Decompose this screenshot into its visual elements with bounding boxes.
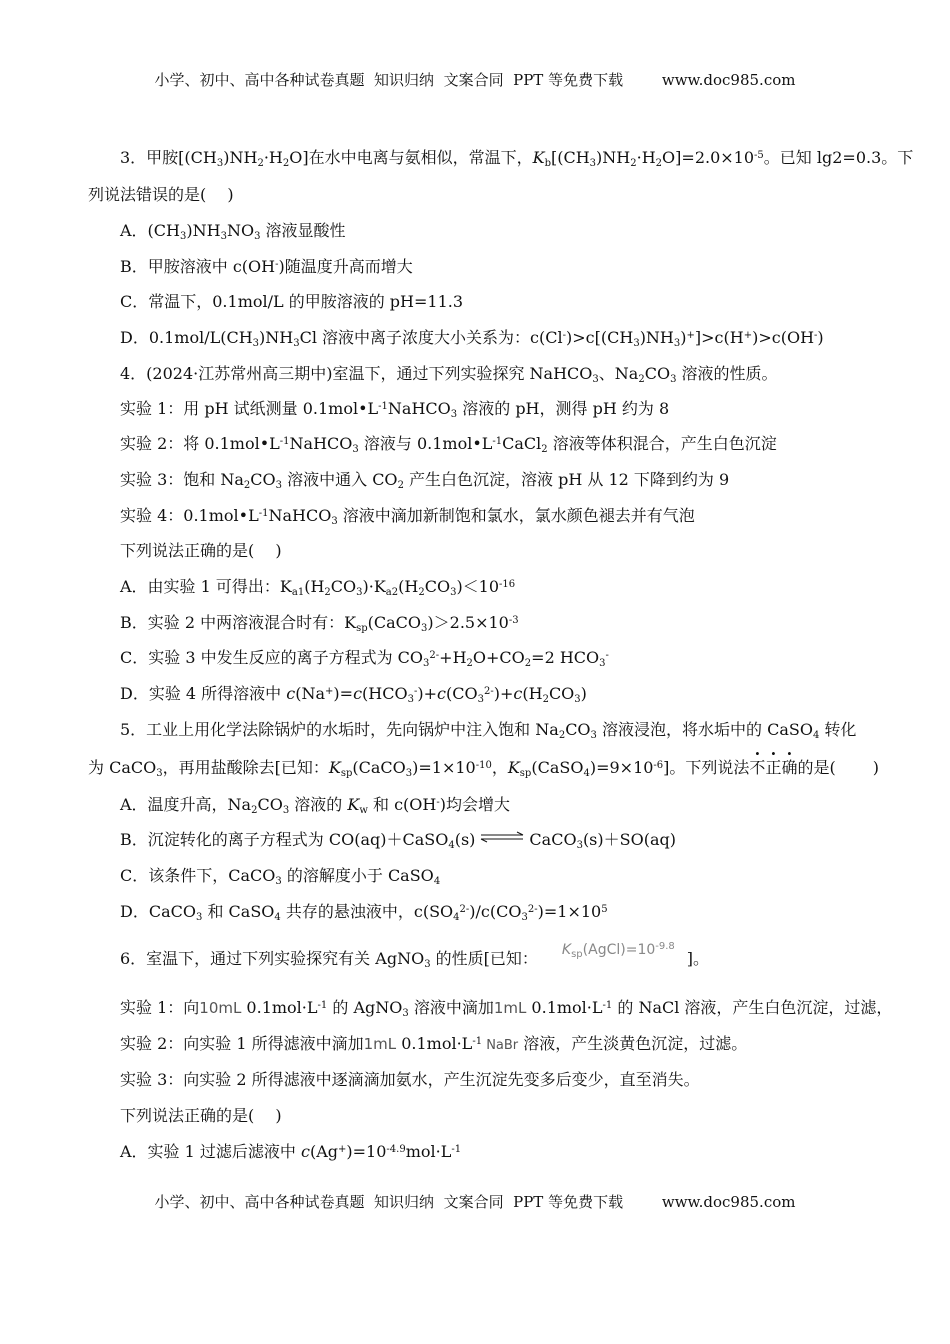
q6-experiment-1: 实验 1：向10mL $0.1mol\cdot L^{-1}$ 的 AgNO$_3$ 溶液中滴加1mL $0.1mol\cdot L^{-1}$ 的 NaCl 溶液，产生白色沉淀，过滤， xyxy=(120,998,893,1019)
equilibrium-arrow-icon xyxy=(479,831,525,843)
ksp-agcl-formula: $K_{sp}(AgCl)=10^{-9.8}$ xyxy=(561,941,675,960)
page-header xyxy=(0,69,950,90)
q5-option-c: C．该条件下，CaCO$_3$ 的溶解度小于 CaSO$_4$ xyxy=(120,866,441,887)
q4-experiment-1: 实验 1：用 pH 试纸测量 $0.1mol•L^{-1}NaHCO_3$ 溶液的 pH，测得 pH 约为 8 xyxy=(120,399,670,420)
q5-option-a: A．温度升高，$Na_2CO_3$ 溶液的 $K_w$ 和 c(OH-)均会增大 xyxy=(120,795,511,816)
q3-stem-line1: 3．甲胺$[(CH_3)NH_2\cdot H_2O]$在水中电离与氨相似，常温下，$K_b[(CH_3)NH_2\cdot H_2O]=2.0\times 10^{-5}$。已知 lg2=0.3。下 xyxy=(120,148,914,169)
q6-stem: 6．室温下，通过下列实验探究有关 AgNO$_3$ 的性质[已知： $K_{sp}(AgCl)=10^{-9.8}$]。 xyxy=(120,941,710,970)
q5-stem-line1: 5．工业上用化学法除锅炉的水垢时，先向锅炉中注入饱和 $Na_2CO_3$ 溶液浸泡，将水垢中的 CaSO$_4$ 转化 xyxy=(120,720,857,741)
q4-option-b: B．实验 2 中两溶液混合时有：$K_{sp}(CaCO_3)>2.5\times 10^{-3}$ xyxy=(120,613,519,634)
q4-experiment-3: 实验 3：饱和 $Na_2CO_3$ 溶液中通入 $CO_2$ 产生白色沉淀，溶液 pH 从 12 下降到约为 9 xyxy=(120,470,730,491)
q6-option-a: A．实验 1 过滤后滤液中 $c(Ag^+)=10^{-4.9}mol\cdot L^{-1}$ xyxy=(120,1142,462,1161)
q6-experiment-2: 实验 2：向实验 1 所得滤液中滴加1mL $0.1mol\cdot L^{-1}$ NaBr 溶液，产生淡黄色沉淀，过滤。 xyxy=(120,1034,748,1053)
q3-option-a: A．$(CH_3)NH_3NO_3$ 溶液显酸性 xyxy=(120,221,346,242)
q3-option-b: B．甲胺溶液中 c(OH-)随温度升高而增大 xyxy=(120,257,413,276)
q3-option-d: D．$0.1mol/L(CH_3)NH_3Cl$ 溶液中离子浓度大小关系为：$c(Cl^-)>c[(CH_3)NH_3)^+]>c(H^+)>c(OH^-)$ xyxy=(120,328,824,349)
q4-experiment-4: 实验 4：$0.1mol•L^{-1}NaHCO_3$ 溶液中滴加新制饱和氯水，氯水颜色褪去并有气泡 xyxy=(120,506,695,527)
q4-ask: 下列说法正确的是( ) xyxy=(120,541,282,560)
header-url[interactable]: www.doc985.com xyxy=(661,71,796,89)
q4-experiment-2: 实验 2：将 $0.1mol•L^{-1}NaHCO_3$ 溶液与 $0.1mol•L^{-1}CaCl_2$ 溶液等体积混合，产生白色沉淀 xyxy=(120,434,777,455)
q4-option-a: A．由实验 1 可得出：$K_{a1}(H_2CO_3)\cdot K_{a2}(H_2CO_3)<10^{-16}$ xyxy=(120,577,516,598)
page-footer xyxy=(0,1191,950,1212)
q6-experiment-3: 实验 3：向实验 2 所得滤液中逐滴滴加氨水，产生沉淀先变多后变少，直至消失。 xyxy=(120,1070,700,1089)
header-text: 小学、初中、高中各种试卷真题 知识归纳 文案合同 PPT 等免费下载 xyxy=(154,71,624,89)
q4-stem: 4．(2024·江苏常州高三期中)室温下，通过下列实验探究 NaHCO$_3$、$Na_2CO_3$ 溶液的性质。 xyxy=(120,364,778,385)
q3-stem-line2: 列说法错误的是( ) xyxy=(88,185,234,204)
q5-option-b: B．沉淀转化的离子方程式为 CO(aq)＋CaSO$_4$(s) CaCO$_3$(s)＋SO(aq) xyxy=(120,830,676,851)
q5-option-d: D．CaCO$_3$ 和 CaSO$_4$ 共存的悬浊液中，$c(SO_4^{2-})/c(CO_3^{2-})=1\times 10^5$ xyxy=(120,902,608,923)
q5-stem-line2: 为 CaCO$_3$，再用盐酸除去[已知：$K_{sp}(CaCO_3)=1\times 10^{-10}$，$K_{sp}(CaSO_4)=9\times 10^{-6}$]。下列说法不正确的是( ) xyxy=(88,758,880,779)
q4-option-c: C．实验 3 中发生反应的离子方程式为 $CO_3^{2-}+H_2O+CO_2=2$ $HCO_3^-$ xyxy=(120,648,609,669)
footer-text: 小学、初中、高中各种试卷真题 知识归纳 文案合同 PPT 等免费下载 xyxy=(154,1193,624,1211)
q3-option-c: C．常温下，0.1mol/L 的甲胺溶液的 pH=11.3 xyxy=(120,292,464,311)
footer-url[interactable]: www.doc985.com xyxy=(661,1193,796,1211)
q6-ask: 下列说法正确的是( ) xyxy=(120,1106,282,1125)
q4-option-d: D．实验 4 所得溶液中 $c(Na^+)=c(HCO_3^-)+c(CO_3^{2-})+c(H_2CO_3)$ xyxy=(120,684,587,705)
